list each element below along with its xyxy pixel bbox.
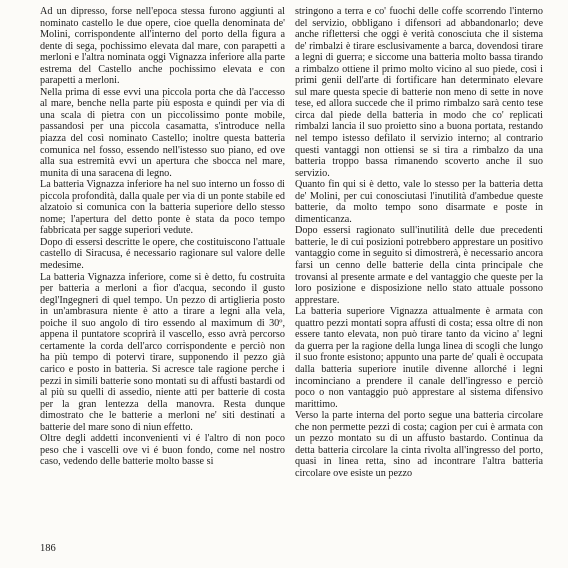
right-column [295,6,543,479]
paragraph: La batteria Vignazza inferiore ha nel suo interno un fosso di piccola profondità, dalla quale per via di un ponte stabile ed alzatoio si comunica con la batteria superiore dello stesso nome; l'apertura del detto ponte è stata da poco tempo fabbricata per sagge superiori vedute. [40,179,285,237]
paragraph: Quanto fin qui si è detto, vale lo stesso per la batteria detta de' Molini, per cui conosciutasi l'inutilità d'ambedue queste batterie, da molto tempo sono disarmate e poste in dimenticanza. [295,179,543,225]
paragraph: Oltre degli addetti inconvenienti vi é l'altro di non poco peso che i vascelli ove vi é buon fondo, come nel nostro caso, vedendo delle batterie molto basse si [40,433,285,468]
paragraph: Dopo di essersi descritte le opere, che costituiscono l'attuale castello di Siracusa, é necessario ragionare sul valore delle medesime. [40,236,285,272]
paragraph: Dopo essersi ragionato sull'inutilità delle due precedenti batterie, le di cui posizioni potrebbero apprestare un positivo vantaggio come in seguito si dimostrerà, è necessario ancora farsi un cenno delle batterie della cinta principale che trovansi al presente armate e del vantaggio che queste per la loro posizione e disposizione nello stato attuale possono apprestare. [295,225,543,306]
paragraph: La batteria superiore Vignazza attualmente è armata con quattro pezzi montati sopra affusti di costa; essa oltre di non essere tanto elevata, non può tirare tanto da vicino a' legni da guerra per la ragione della lunga linea di scogli che lungo il suo fronte esistono; appunto una parte de' quali è occupata dalla batteria superiore inutile divenne allorché i legni incominciano a prendere il canale dell'ingresso e perciò poco o non vantaggio può apprestare al sistema difensivo marittimo. [295,306,543,410]
page-number: 186 [40,543,56,554]
paragraph: Ad un dipresso, forse nell'epoca stessa furono aggiunti al nominato castello le due opere, cioe quella denominata de' Molini, corrispondente all'interno del porto della figura a dente di sega, pochissimo elevata dal mare, con parapetti a merloni e l'altra nominata oggi Vignazza inferiore alla parte estrema del Castello anche pochissimo elevata e con parapetti a merloni. [40,6,285,87]
left-column [40,6,285,468]
paragraph: Verso la parte interna del porto segue una batteria circolare che non permette pezzi di costa; cagion per cui è armata con un pezzo montato su di un affusto bastardo. Continua da detta batteria circolare la cinta rivolta all'ingresso del porto, quasi in linea retta, sino ad incontrare l'altra batteria circolare ove esiste un pezzo [295,410,543,479]
paragraph: La batteria Vignazza inferiore, come si è detto, fu costruita per batteria a merloni a fior d'acqua, secondo il gusto degl'Ingegneri di quel tempo. Un pezzo di artiglieria posto in un'ambrasura niente è atto a tirare a legni alla vela, poiche il suo angolo di tiro essendo al maximum di 30º, appena il puntatore scoprirà il vascello, esso avrà percorso certamente la corda dell'arco corrispondente e perciò non ha più tempo di potervi tirare, supponendo il pezzo già carico e posto in batteria. Si acresce tale ragione perche i pezzi in simili batterie sono montati su di affusti bastardi od al più su quelli di assedio, niente atti per batterie di costa per la gran lentezza della manovra. Resta dunque dimostrato che le batterie a merloni ne' siti destinati a batterie del mare sono di niun effetto. [40,271,285,433]
paragraph: stringono a terra e co' fuochi delle coffe scorrendo l'interno del servizio, obbligano i difensori ad abbandonarlo; deve anche riflettersi che oggi è verità conosciuta che il sistema de' rimbalzi è tirare esclusivamente a barca, dovendosi tirare a legni di guerra; e siccome una batteria molto bassa tirando a rimbalzo ottiene il primo molto vicino al suo piede, così i primi genii dell'arte di fortificare han determinato elevare sul mare questa specie di batterie non meno di sette in nove tese, ed allora succede che il primo rimbalzo sarà cento tese circa dal piede della batteria in modo che co' replicati rimbalzi lancia il suo proietto sino a buona portata, restando nel tempo istesso defilato il servizio interno; al contrario questi vantaggi non ottiensi se si tira a rimbalzo da una batteria troppo bassa rimanendo scoverto anche il suo servizio. [295,6,543,179]
paragraph: Nella prima di esse evvi una piccola porta che dà l'accesso al mare, benche nella parte più esposta e quindi per via di una scala di pietra con un piccolissimo ponte mobile, passandosi per una piccola casamatta, s'introduce nella piazza del così nominato Castello; inoltre questa batteria comunica nel fosso, essendo nell'istesso suo piano, ed ove alla sua estremità evvi un apertura che sbocca nel mare, munita di una saracena di legno. [40,86,285,179]
